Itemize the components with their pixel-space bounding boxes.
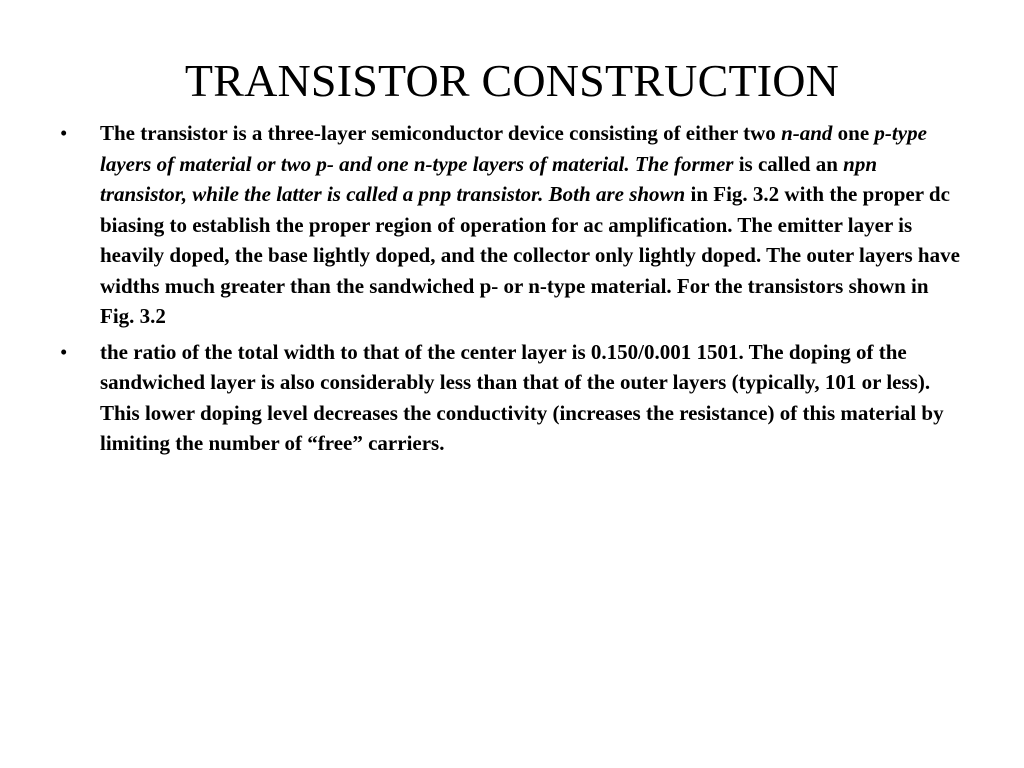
bullet-item	[60, 118, 965, 332]
bullet-text	[100, 340, 944, 456]
bullet-list	[60, 118, 965, 459]
bullet-marker: •	[60, 339, 68, 364]
italic-text-segment: p-type layers of material or two p- and one n-type layers of material. The former	[100, 121, 927, 176]
bullet-text	[100, 121, 960, 328]
slide-title: TRANSISTOR CONSTRUCTION	[184, 55, 840, 106]
bullet-item	[60, 337, 965, 459]
bullet-marker: •	[60, 121, 68, 145]
text-segment: the ratio of the total width to that of the center layer is 0.150/0.001 1501. The doping of the sandwiched layer is also considerably less than that of the outer layers (typically, 101 or less). This lower doping level decreases the conductivity (increases the resistance) of this material by limiting the number of “free” carriers.	[100, 339, 944, 455]
italic-text-segment: n-and	[781, 121, 833, 145]
text-segment: The transistor is a three-layer semiconductor device consisting of either two	[100, 121, 782, 145]
text-segment: is called an	[733, 151, 844, 176]
italic-text-segment: npn transistor, while the latter is called a pnp transistor. Both are shown	[100, 151, 877, 206]
text-segment: in Fig. 3.2 with the proper dc biasing to establish the proper region of operation for ac amplification. The emitter layer is heavily doped, the base lightly doped, and the collector only lightly doped. The outer layers have widths much greater than the sandwiched p- or n-type material. For the transistors shown in Fig. 3.2	[100, 182, 960, 328]
text-segment: one	[832, 121, 875, 145]
